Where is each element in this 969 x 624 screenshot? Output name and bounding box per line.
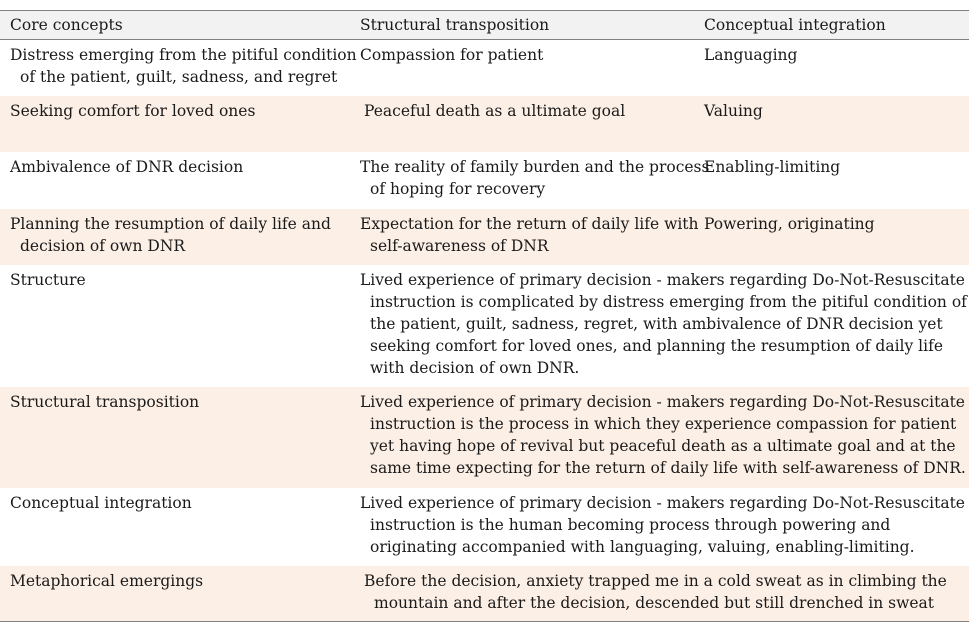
core-concept-cell: Planning the resumption of daily life and decision of own DNR: [10, 215, 331, 255]
summary-label-cell: Structure: [10, 271, 86, 289]
conceptual-integration-cell: Languaging: [704, 46, 798, 64]
table-row: [0, 40, 969, 96]
table-row: [0, 265, 969, 387]
core-concept-cell: Distress emerging from the pitiful condition of the patient, guilt, sadness, and regret: [10, 46, 357, 86]
summary-label-cell: Metaphorical emergings: [10, 572, 204, 590]
summary-text-cell: Lived experience of primary decision - makers regarding Do-Not-Resuscitate instruction is the human becoming process through powering and originating accompanied with languaging, valuing, enabling-limiting.: [360, 494, 965, 556]
conceptual-integration-cell: Powering, originating: [704, 215, 875, 233]
table-row: [0, 96, 969, 152]
concepts-table: [0, 10, 969, 621]
conceptual-integration-cell: Valuing: [704, 102, 763, 120]
summary-text-cell: Before the decision, anxiety trapped me in a cold sweat as in climbing the mountain and after the decision, descended but still drenched in sweat: [364, 572, 947, 612]
structural-transposition-cell: Compassion for patient: [360, 46, 544, 64]
table-bottom-rule: [0, 621, 969, 622]
structural-transposition-cell: Peaceful death as a ultimate goal: [364, 102, 626, 120]
core-concept-cell: Ambivalence of DNR decision: [10, 158, 244, 176]
table-row: [0, 152, 969, 209]
cropped-caption-remnant: [0, 0, 969, 6]
structural-transposition-cell: The reality of family burden and the process of hoping for recovery: [360, 158, 710, 198]
header-structural-transposition: Structural transposition: [360, 16, 550, 34]
table-row: [0, 209, 969, 265]
table-row: [0, 488, 969, 566]
table-row: [0, 387, 969, 488]
header-conceptual-integration: Conceptual integration: [704, 16, 886, 34]
table-header-row: [0, 10, 969, 40]
summary-label-cell: Conceptual integration: [10, 494, 192, 512]
structural-transposition-cell: Expectation for the return of daily life with self-awareness of DNR: [360, 215, 699, 255]
table-row: [0, 566, 969, 621]
summary-label-cell: Structural transposition: [10, 393, 200, 411]
summary-text-cell: Lived experience of primary decision - makers regarding Do-Not-Resuscitate instruction is the process in which they experience compassion for patient yet having hope of revival but peaceful death as a ultimate goal and at the same time expecting for the return of daily life with self-awareness of DNR.: [360, 393, 966, 477]
summary-text-cell: Lived experience of primary decision - makers regarding Do-Not-Resuscitate instruction is complicated by distress emerging from the pitiful condition of the patient, guilt, sadness, regret, with ambivalence of DNR decision yet seeking comfort for loved ones, and planning the resumption of daily life with decision of own DNR.: [360, 271, 967, 377]
core-concept-cell: Seeking comfort for loved ones: [10, 102, 256, 120]
conceptual-integration-cell: Enabling-limiting: [704, 158, 841, 176]
header-core-concepts: Core concepts: [10, 16, 123, 34]
